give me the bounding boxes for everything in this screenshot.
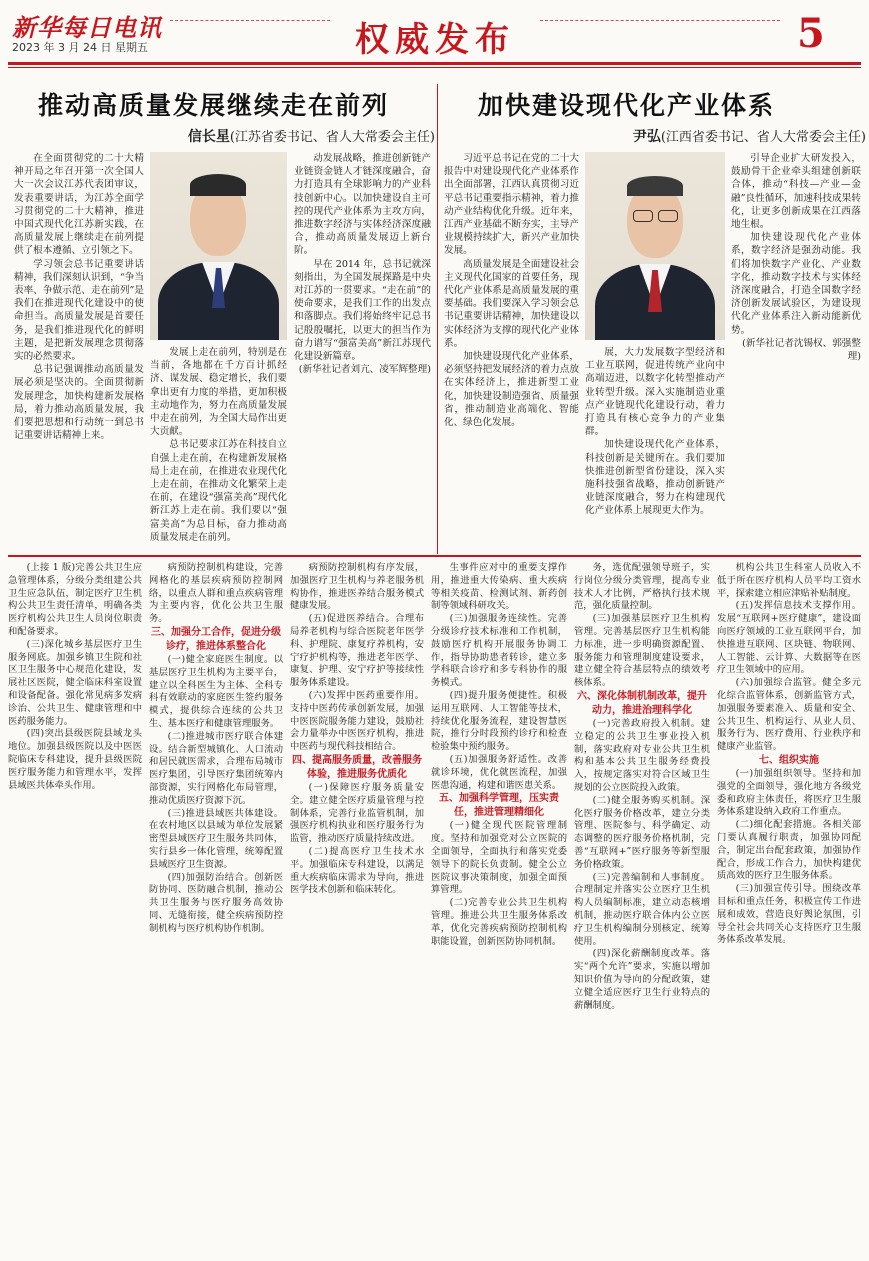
right-article-byline (540, 126, 866, 146)
paragraph: 动发展战略，推进创新链产业链资金链人才链深度融合，奋力打造具有全球影响力的产业科技创新中心。以加快建设自主可控的现代产业体系为主攻方向，推进数字经济与实体经济深度融合，推动高质量发展迈上新台阶。 (294, 153, 431, 257)
newspaper-logo: 新华每日电讯 (12, 13, 162, 42)
paragraph: 加快建设现代化产业体系，数字经济是强劲动能。我们将加快数字产业化、产业数字化，推动数字技术与实体经济深度融合，打造全国数字经济创新发展试验区，为建设现代化产业体系注入新动能新优势。 (731, 232, 861, 336)
paragraph: (一)保障医疗服务质量安全。建立健全医疗质量管理与控制体系，完善行业监管机制，加强医疗机构执业和医疗服务行为监管，推动医疗质量持续改进。 (290, 781, 424, 845)
paragraph: 病预防控制机构建设，完善网格化的基层疾病预防控制网络，以重点人群和重点疾病管理为主要内容，优化公共卫生服务。 (149, 562, 283, 625)
right-author-portrait (585, 152, 725, 340)
paragraph: 发展上走在前列，特别是在当前，各地都在千方百计抓经济、谋发展、稳定增长，我们要拿出更有力度的举措，更加积极主动地作为，努力在高质量发展中走在前列，为全国大局作出更大贡献。 (150, 347, 287, 438)
paragraph: (一)健全家庭医生制度。以基层医疗卫生机构为主要平台，建立以全科医生为主体、全科专科有效联动的家庭医生签约服务模式，提供综合连续的公共卫生、基本医疗和健康管理服务。 (149, 653, 283, 729)
section-divider (8, 555, 861, 557)
paragraph: (二)完善专业公共卫生机构管理。推进公共卫生服务体系改革，优化完善疾病预防控制机构职能设置，创新医防协同机制。 (431, 897, 567, 947)
section-heading: 三、加强分工合作，促进分级诊疗，推进体系整合化 (151, 626, 281, 652)
paragraph: (四)深化薪酬制度改革。落实“两个允许”要求，实施以增加知识价值为导向的分配政策，建立健全适应医疗卫生行业特点的薪酬制度。 (574, 948, 710, 1011)
paragraph: (三)加强服务连续性。完善分级诊疗技术标准和工作机制，鼓励医疗机构开展服务协调工作，指导协助患者转诊，建立多学科联合诊疗和多专科协作的服务模式。 (431, 613, 567, 689)
paragraph: 早在 2014 年，总书记就深刻指出，为全国发展探路是中央对江苏的一贯要求。“走在前”的使命要求，是我们工作的出发点和落脚点。我们将始终牢记总书记殷殷嘱托，以更大的担当作为奋力谱写“强富美高”新江苏现代化建设新篇章。 (294, 258, 431, 363)
paragraph: (三)加强宣传引导。围绕改革目标和重点任务，积极宣传工作进展和成效，营造良好舆论氛围，引导全社会共同关心支持医疗卫生服务体系改革发展。 (717, 883, 861, 946)
paragraph: (五)加强服务舒适性。改善就诊环境，优化就医流程，加强医患沟通，构建和谐医患关系。 (431, 753, 567, 791)
masthead-decoration-right (540, 20, 780, 22)
section-heading: 五、加强科学管理，压实责任，推进管理精细化 (439, 793, 559, 819)
lower-column-1 (8, 562, 142, 1254)
paragraph: (一)完善政府投入机制。建立稳定的公共卫生事业投入机制，落实政府对专业公共卫生机构和基本公共卫生服务经费投入，按规定落实对符合区域卫生规划的公立医院投入政策。 (574, 717, 710, 793)
masthead-rule (8, 62, 861, 65)
page-number: 5 (797, 10, 825, 57)
paragraph: (二)提高医疗卫生技术水平。加强临床专科建设，以满足重大疾病临床需求为导向，推进医学技术创新和临床转化。 (290, 845, 424, 896)
right-article-column-1 (444, 152, 579, 547)
paragraph: (六)加强综合监管。健全多元化综合监管体系，创新监管方式，加强服务要素准入、质量和安全、公共卫生、机构运行、从业人员、服务行为、医疗费用、行业秩序和健康产业监管。 (717, 677, 861, 753)
lower-column-3 (290, 562, 424, 1254)
left-article-headline: 推动高质量发展继续走在前列 (38, 91, 390, 120)
article-divider-vertical (437, 84, 438, 554)
paragraph: 高质量发展是全面建设社会主义现代化国家的首要任务，现代化产业体系是高质量发展的重要基础。我们要深入学习领会总书记重要讲话精神，加快建设以实体经济为支撑的现代化产业体系。 (444, 258, 579, 349)
left-article-byline (95, 126, 435, 146)
masthead-rule-thin (8, 67, 861, 68)
paragraph: (四)加强防治结合。创新医防协同、医防融合机制，推动公共卫生服务与医疗服务高效协同、无缝衔接，健全疾病预防控制机构与医疗机构协作机制。 (149, 871, 283, 934)
paragraph: 学习领会总书记重要讲话精神，我们深刻认识到，“争当表率、争做示范、走在前列”是我们在推进现代化建设中的使命担当。高质量发展是首要任务，是我们推进现代化的鲜明主题，是把新发展理念贯彻落实的必然要求。 (14, 258, 144, 363)
paragraph: (二)推进城市医疗联合体建设。结合新型城镇化、人口流动和居民就医需求，合理布局城市医疗集团，引导医疗集团统筹内部资源，实行网格化布局管理，推动优质医疗资源下沉。 (149, 730, 283, 806)
right-article-column-2 (585, 346, 725, 546)
paragraph: (四)提升服务便捷性。积极运用互联网、人工智能等技术，持续优化服务流程，建设智慧医院，推行分时段预约诊疗和检查检验集中预约服务。 (431, 689, 567, 753)
section-title: 权威发布 (355, 20, 515, 60)
paragraph: 引导企业扩大研发投入，鼓励骨干企业牵头组建创新联合体，推动“科技—产业—金融”良性循环，加速科技成果转化，让更多创新成果在江西落地生根。 (731, 153, 861, 231)
paragraph: (五)发挥信息技术支撑作用。发展“互联网+医疗健康”，建设面向医疗领域的工业互联网平台，加快推进互联网、区块链、物联网、人工智能、云计算、大数据等在医疗卫生领域中的应用。 (717, 600, 861, 676)
paragraph: (六)发挥中医药重要作用。支持中医药传承创新发展，加强中医医院服务能力建设，鼓励社会力量举办中医医疗机构，推进中医药与现代科技相结合。 (290, 689, 424, 753)
paragraph: 生事件应对中的重要支撑作用，推进重大传染病、重大疾病等相关疫苗、检测试剂、新药创制等领域科研攻关。 (431, 562, 567, 612)
masthead (0, 0, 869, 74)
paragraph: (三)加强基层医疗卫生机构管理。完善基层医疗卫生机构能力标准，进一步明确资源配置、服务能力和管理制度建设要求，建立健全符合基层特点的绩效考核体系。 (574, 613, 710, 689)
paragraph: 病预防控制机构有序发展，加强医疗卫生机构与养老服务机构协作，推进医养结合服务模式健康发展。 (290, 562, 424, 612)
paragraph: 加快建设现代化产业体系，必须坚持把发展经济的着力点放在实体经济上，推进新型工业化，加快建设制造强省、质量强省，推动制造业高端化、智能化、绿色化发展。 (444, 351, 579, 429)
section-heading: 四、提高服务质量，改善服务体验，推进服务优质化 (292, 754, 422, 780)
right-author-title: (江西省委书记、省人大常委会主任) (660, 130, 866, 145)
issue-date: 2023 年 3 月 24 日 星期五 (12, 41, 148, 54)
paragraph: (三)完善编制和人事制度。合理制定并落实公立医疗卫生机构人员编制标准，建立动态核增机制，推动医疗联合体内公立医疗卫生机构编制分别核定、统筹使用。 (574, 871, 710, 947)
left-author-title: (江苏省委书记、省人大常委会主任) (229, 130, 435, 145)
paragraph: 总书记要求江苏在科技自立自强上走在前，在构建新发展格局上走在前，在推进农业现代化上走在前，在推动文化繁荣上走在前，在建设“强富美高”现代化新江苏上走在前。我们要以“强富美高”为总目标，奋力推动高质量发展走在前列。 (150, 439, 287, 543)
left-article-column-3 (294, 152, 431, 547)
left-article-column-1 (14, 152, 144, 547)
paragraph: (上接 1 版)完善公共卫生应急管理体系，分级分类组建公共卫生应急队伍，制定医疗卫生机构公共卫生责任清单，明确各类医疗机构公共卫生人员岗位职责和配备要求。 (8, 562, 142, 637)
lower-column-5 (574, 562, 710, 1254)
paragraph: 习近平总书记在党的二十大报告中对建设现代化产业体系作出全面部署，江西认真贯彻习近平总书记重要指示精神，着力推动产业结构优化升级。近年来，江西产业基础不断夯实，主导产业规模持续扩大，新兴产业加快发展。 (444, 153, 579, 257)
paragraph: 展，大力发展数字型经济和工业互联网，促进传统产业向中高端迈进，以数字化转型推动产业转型升级。深入实施制造业重点产业链现代化建设行动，着力打造具有核心竞争力的产业集群。 (585, 347, 725, 438)
credit-line: (新华社记者刘亢、凌军辉整理) (298, 364, 431, 376)
left-author-portrait (150, 152, 287, 340)
left-article-column-2 (150, 346, 287, 546)
paragraph: (三)深化城乡基层医疗卫生服务网底。加强乡镇卫生院和社区卫生服务中心规范化建设，发展社区医院，健全临床科室设置和设备配备。强化常见病多发病诊治、公共卫生、健康管理和中医药服务能力。 (8, 638, 142, 727)
paragraph: (二)健全服务购买机制。深化医疗服务价格改革，建立分类管理、医院参与、科学确定、动态调整的医疗服务价格机制，完善“互联网+”医疗服务等新型服务价格政策。 (574, 794, 710, 870)
right-article-column-3 (731, 152, 861, 547)
paragraph: (三)推进县域医共体建设。在农村地区以县域为单位发展紧密型县域医疗卫生服务共同体，实行县乡一体化管理，统筹配置县域医疗卫生资源。 (149, 807, 283, 870)
paragraph: 机构公共卫生科室人员收入不低于所在医疗机构人员平均工资水平，探索建立相应津贴补贴制度。 (717, 562, 861, 599)
paragraph: (四)突出县级医院县域龙头地位。加强县级医院以及中医医院临床专科建设，提升县级医院医疗服务能力和管理水平，发挥县域医共体牵头作用。 (8, 728, 142, 791)
left-author-name: 信长星 (187, 129, 230, 145)
paragraph: (五)促进医养结合。合理布局养老机构与综合医院老年医学科、护理院、康复疗养机构，安宁疗护机构等，推进老年医学、康复、护理、安宁疗护等接续性服务体系建设。 (290, 613, 424, 689)
lower-column-6 (717, 562, 861, 1254)
credit-line: (新华社记者沈锡权、郭强整理) (742, 337, 861, 363)
lower-column-4 (431, 562, 567, 1254)
paragraph: (一)健全现代医院管理制度。坚持和加强党对公立医院的全面领导，全面执行和落实党委领导下的院长负责制。健全公立医院议事决策制度，加强全面预算管理。 (431, 820, 567, 896)
right-author-name: 尹弘 (632, 129, 661, 145)
paragraph: (二)细化配套措施。各相关部门要认真履行职责，加强协同配合，制定出台配套政策，加强协作配合，形成工作合力，加快构建优质高效的医疗卫生服务体系。 (717, 819, 861, 882)
paragraph: (一)加强组织领导。坚持和加强党的全面领导，强化地方各级党委和政府主体责任，将医疗卫生服务体系建设纳入政府工作重点。 (717, 767, 861, 818)
paragraph: 总书记强调推动高质量发展必须是坚决的。全面贯彻新发展理念，加快构建新发展格局，着力推动高质量发展，我们要把思想和行动统一到总书记重要讲话精神上来。 (14, 364, 144, 442)
masthead-decoration-left (170, 20, 330, 22)
paragraph: 务，选优配强领导班子，实行岗位分级分类管理，提高专业技术人才比例，严格执行技术规范，强化质量控制。 (574, 562, 710, 612)
right-article-headline: 加快建设现代化产业体系 (478, 91, 776, 120)
paragraph: 在全面贯彻党的二十大精神开局之年召开第一次全国人大一次会议江苏代表团审议，发表重要讲话，为江苏全面学习贯彻党的二十大精神，推进中国式现代化江苏新实践，在高质量发展上继续走在前列提供了根本遵循、立引领之下。 (14, 153, 144, 257)
section-heading: 七、组织实施 (759, 754, 819, 766)
section-heading: 六、深化体制机制改革，提升动力，推进治理科学化 (577, 690, 707, 716)
paragraph: 加快建设现代化产业体系，科技创新是关键所在。我们要加快推进创新型省份建设，深入实施科技强省战略，推动创新链产业链深度融合，努力在构建现代化产业体系上展现更大作为。 (585, 439, 725, 517)
lower-column-2 (149, 562, 283, 1254)
